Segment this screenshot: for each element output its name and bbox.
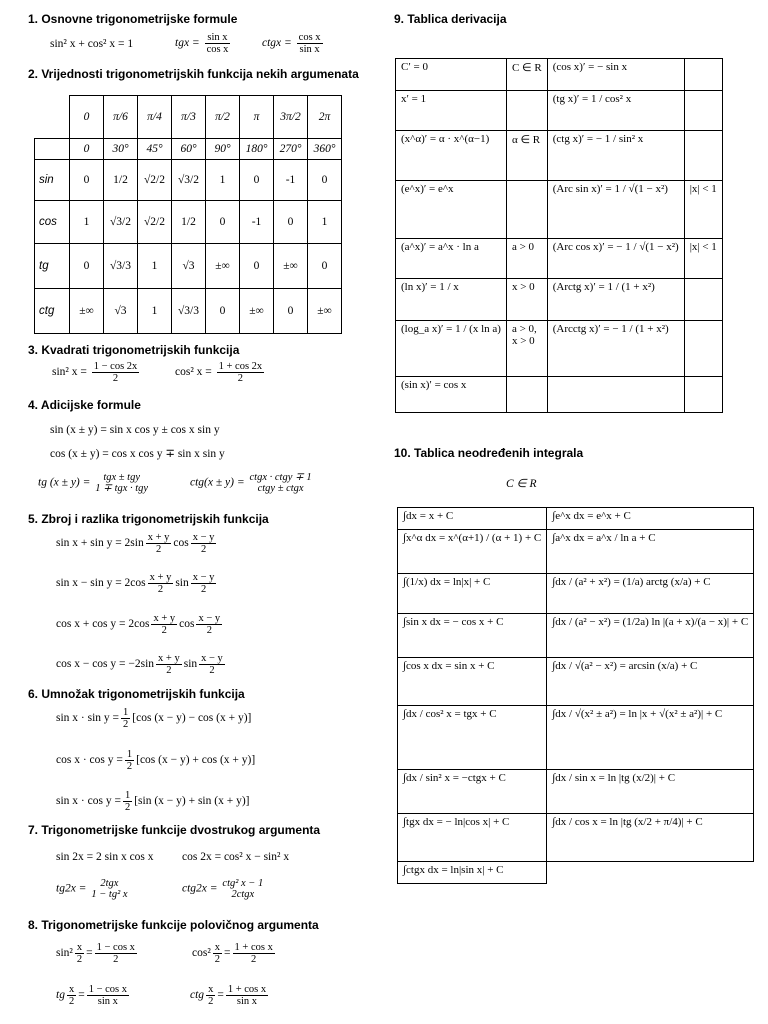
table-row (398, 706, 754, 770)
table-row (398, 658, 754, 706)
deg-cell: 360° (308, 139, 342, 160)
condition-cell: |x| < 1 (684, 181, 722, 239)
integral-cell (547, 862, 754, 884)
tg-addition-formula: tg (x ± y) = tgx ± tgy 1 ∓ tgx · tgy (38, 472, 149, 495)
value-cell: √3 (172, 244, 206, 289)
sin-half-formula: sin² $\frac{x}{2}$ = $\frac{\text{1 − cos x}}{2}$ (56, 942, 135, 966)
rad-cell: π/2 (206, 96, 240, 139)
value-cell: √3/2 (172, 160, 206, 201)
tg-definition: tgx = $\frac{\text{sin x}}{\text{cos x}}$ (175, 32, 229, 56)
table-row (396, 279, 723, 321)
rad-cell: π/6 (104, 96, 138, 139)
integral-cell: ∫e^x dx = e^x + C (547, 508, 754, 530)
row-label: cos (35, 201, 70, 244)
table-row (398, 862, 754, 884)
radian-row (35, 96, 342, 139)
cos-half-formula: cos² $\frac{x}{2}$ = $\frac{\text{1 + cos x}}{2}$ (192, 942, 273, 966)
integrals-table (397, 507, 754, 884)
integral-cell: ∫(1/x) dx = ln|x| + C (398, 574, 547, 614)
value-cell: √3/3 (104, 244, 138, 289)
derivative-cell: (Arc sin x)′ = 1 / √(1 − x²) (547, 181, 684, 239)
cos-double-formula: cos 2x = cos² x − sin² x (182, 851, 290, 863)
derivative-cell (547, 377, 684, 413)
derivatives-table (395, 58, 723, 413)
integral-cell: ∫dx / cos² x = tgx + C (398, 706, 547, 770)
condition-cell (506, 377, 547, 413)
derivative-cell: (ctg x)′ = − 1 / sin² x (547, 131, 684, 181)
integral-cell: ∫tgx dx = − ln|cos x| + C (398, 814, 547, 862)
condition-cell: C ∈ R (506, 59, 547, 91)
value-cell: 1 (138, 289, 172, 334)
integral-cell: ∫dx / sin x = ln |tg (x/2)| + C (547, 770, 754, 814)
condition-cell (684, 377, 722, 413)
rad-cell: π/3 (172, 96, 206, 139)
value-cell: 0 (240, 160, 274, 201)
condition-cell: a > 0 (506, 239, 547, 279)
rad-cell: 3π/2 (274, 96, 308, 139)
derivative-cell: x′ = 1 (396, 91, 507, 131)
value-cell: 1/2 (104, 160, 138, 201)
value-cell: √3 (104, 289, 138, 334)
ctg-definition: ctgx = $\frac{\text{cos x}}{\text{sin x}}$ (262, 32, 321, 56)
section-1-heading: 1. Osnovne trigonometrijske formule (28, 12, 238, 26)
integral-cell: ∫cos x dx = sin x + C (398, 658, 547, 706)
integral-cell: ∫dx / (a² − x²) = (1/2a) ln |(a + x)/(a − x)| + C (547, 614, 754, 658)
table-row (398, 530, 754, 574)
integral-cell: ∫dx / √(a² − x²) = arcsin (x/a) + C (547, 658, 754, 706)
deg-cell: 30° (104, 139, 138, 160)
rad-cell: π (240, 96, 274, 139)
table-row (398, 574, 754, 614)
sin-double-formula: sin 2x = 2 sin x cos x (56, 851, 154, 863)
section-6-heading: 6. Umnožak trigonometrijskih funkcija (28, 687, 245, 701)
derivative-cell: C′ = 0 (396, 59, 507, 91)
trig-values-table (34, 95, 342, 334)
derivative-cell: (sin x)′ = cos x (396, 377, 507, 413)
value-cell: ±∞ (240, 289, 274, 334)
value-cell: 0 (240, 244, 274, 289)
table-row (396, 377, 723, 413)
table-row (396, 239, 723, 279)
cos-squared-formula: cos² x = $\frac{1 + \cos 2x}{2}$ (175, 361, 263, 385)
tg-row (35, 244, 342, 289)
tg-double-formula: tg2x = 2tgx 1 − tg² x (56, 878, 128, 901)
integral-cell: ∫x^α dx = x^(α+1) / (α + 1) + C (398, 530, 547, 574)
table-row (398, 614, 754, 658)
deg-cell: 60° (172, 139, 206, 160)
value-cell: ±∞ (274, 244, 308, 289)
cos-addition-formula: cos (x ± y) = cos x cos y ∓ sin x sin y (50, 448, 225, 460)
table-row (396, 59, 723, 91)
derivative-cell: (ln x)′ = 1 / x (396, 279, 507, 321)
integral-cell: ∫dx / (a² + x²) = (1/a) arctg (x/a) + C (547, 574, 754, 614)
integral-cell: ∫ctgx dx = ln|sin x| + C (398, 862, 547, 884)
sin-addition-formula: sin (x ± y) = sin x cos y ± cos x sin y (50, 424, 220, 436)
deg-cell: 90° (206, 139, 240, 160)
sum-cos-formula: cos x + cos y = 2cos $\frac{x + y}{2}$ cos $\frac{x - y}{2}$ (56, 613, 221, 637)
rad-cell: 2π (308, 96, 342, 139)
value-cell: 0 (308, 160, 342, 201)
value-cell: 0 (206, 201, 240, 244)
sum-sin-formula: sin x + sin y = 2sin $\frac{x + y}{2}$ cos $\frac{x - y}{2}$ (56, 532, 215, 556)
condition-cell: a > 0, x > 0 (506, 321, 547, 377)
cos-row (35, 201, 342, 244)
deg-cell: 270° (274, 139, 308, 160)
derivative-cell: (a^x)′ = a^x · ln a (396, 239, 507, 279)
value-cell: 0 (206, 289, 240, 334)
value-cell: 0 (70, 244, 104, 289)
value-cell: ±∞ (70, 289, 104, 334)
tg-half-formula: tg $\frac{x}{2}$ = $\frac{\text{1 − cos x}}{\text{sin x}}$ (56, 984, 127, 1008)
diff-cos-formula: cos x − cos y = −2sin $\frac{x + y}{2}$ sin $\frac{x - y}{2}$ (56, 653, 223, 677)
pythagorean-identity: sin² x + cos² x = 1 (50, 38, 134, 50)
product-sin-sin: sin x · sin y = $\frac{1}{2}$ [cos (x − y) − cos (x + y)] (56, 707, 252, 731)
value-cell: 1 (70, 201, 104, 244)
condition-cell (684, 59, 722, 91)
value-cell: 0 (70, 160, 104, 201)
derivative-cell: (Arcctg x)′ = − 1 / (1 + x²) (547, 321, 684, 377)
table-row (398, 770, 754, 814)
sin-row (35, 160, 342, 201)
section-2-heading: 2. Vrijednosti trigonometrijskih funkcija nekih argumenata (28, 67, 359, 81)
integral-cell: ∫dx = x + C (398, 508, 547, 530)
deg-cell: 45° (138, 139, 172, 160)
integral-cell: ∫dx / sin² x = −ctgx + C (398, 770, 547, 814)
section-4-heading: 4. Adicijske formule (28, 398, 141, 412)
derivative-cell: (tg x)′ = 1 / cos² x (547, 91, 684, 131)
table-row (398, 508, 754, 530)
deg-cell: 180° (240, 139, 274, 160)
value-cell: 1 (206, 160, 240, 201)
rad-cell: 0 (70, 96, 104, 139)
integral-cell: ∫dx / cos x = ln |tg (x/2 + π/4)| + C (547, 814, 754, 862)
value-cell: 0 (274, 201, 308, 244)
product-sin-cos: sin x · cos y = $\frac{1}{2}$ [sin (x − y) + sin (x + y)] (56, 790, 250, 814)
value-cell: √2/2 (138, 160, 172, 201)
value-cell: √2/2 (138, 201, 172, 244)
table-row (398, 814, 754, 862)
value-cell: 1/2 (172, 201, 206, 244)
constant-note: C ∈ R (506, 478, 537, 490)
section-5-heading: 5. Zbroj i razlika trigonometrijskih funkcija (28, 512, 269, 526)
ctg-half-formula: ctg $\frac{x}{2}$ = $\frac{\text{1 + cos x}}{\text{sin x}}$ (190, 984, 267, 1008)
derivative-cell: (e^x)′ = e^x (396, 181, 507, 239)
derivative-cell: (Arctg x)′ = 1 / (1 + x²) (547, 279, 684, 321)
table-row (396, 181, 723, 239)
table-row (396, 321, 723, 377)
value-cell: 0 (274, 289, 308, 334)
integral-cell: ∫sin x dx = − cos x + C (398, 614, 547, 658)
value-cell: 1 (138, 244, 172, 289)
sin-squared-formula: sin² x = $\frac{1 - \cos 2x}{2}$ (52, 361, 138, 385)
condition-cell (506, 181, 547, 239)
condition-cell (684, 91, 722, 131)
section-8-heading: 8. Trigonometrijske funkcije polovičnog argumenta (28, 918, 319, 932)
section-10-heading: 10. Tablica neodređenih integrala (394, 446, 584, 460)
row-label: ctg (35, 289, 70, 334)
corner-cell (35, 96, 70, 139)
derivative-cell: (cos x)′ = − sin x (547, 59, 684, 91)
condition-cell (684, 279, 722, 321)
diff-sin-formula: sin x − sin y = 2cos $\frac{x + y}{2}$ sin $\frac{x - y}{2}$ (56, 572, 215, 596)
derivative-cell: (log_a x)′ = 1 / (x ln a) (396, 321, 507, 377)
value-cell: 0 (308, 244, 342, 289)
section-3-heading: 3. Kvadrati trigonometrijskih funkcija (28, 343, 240, 357)
condition-cell (506, 91, 547, 131)
value-cell: √3/3 (172, 289, 206, 334)
degree-row (35, 139, 342, 160)
value-cell: √3/2 (104, 201, 138, 244)
integral-cell: ∫dx / √(x² ± a²) = ln |x + √(x² ± a²)| + C (547, 706, 754, 770)
derivative-cell: (x^α)′ = α · x^(α−1) (396, 131, 507, 181)
value-cell: 1 (308, 201, 342, 244)
ctg-double-formula: ctg2x = ctg² x − 1 2ctgx (182, 878, 264, 901)
corner-cell (35, 139, 70, 160)
derivative-cell: (Arc cos x)′ = − 1 / √(1 − x²) (547, 239, 684, 279)
condition-cell (684, 131, 722, 181)
ctg-row (35, 289, 342, 334)
condition-cell: α ∈ R (506, 131, 547, 181)
value-cell: ±∞ (206, 244, 240, 289)
table-row (396, 131, 723, 181)
product-cos-cos: cos x · cos y = $\frac{1}{2}$ [cos (x − y) + cos (x + y)] (56, 749, 256, 773)
value-cell: -1 (274, 160, 308, 201)
ctg-addition-formula: ctg(x ± y) = ctgx · ctgy ∓ 1 ctgy ± ctgx (190, 472, 312, 495)
deg-cell: 0 (70, 139, 104, 160)
row-label: tg (35, 244, 70, 289)
condition-cell: |x| < 1 (684, 239, 722, 279)
value-cell: ±∞ (308, 289, 342, 334)
integral-cell: ∫a^x dx = a^x / ln a + C (547, 530, 754, 574)
value-cell: -1 (240, 201, 274, 244)
section-9-heading: 9. Tablica derivacija (394, 12, 507, 26)
section-7-heading: 7. Trigonometrijske funkcije dvostrukog argumenta (28, 823, 321, 837)
condition-cell (684, 321, 722, 377)
rad-cell: π/4 (138, 96, 172, 139)
condition-cell: x > 0 (506, 279, 547, 321)
table-row (396, 91, 723, 131)
row-label: sin (35, 160, 70, 201)
